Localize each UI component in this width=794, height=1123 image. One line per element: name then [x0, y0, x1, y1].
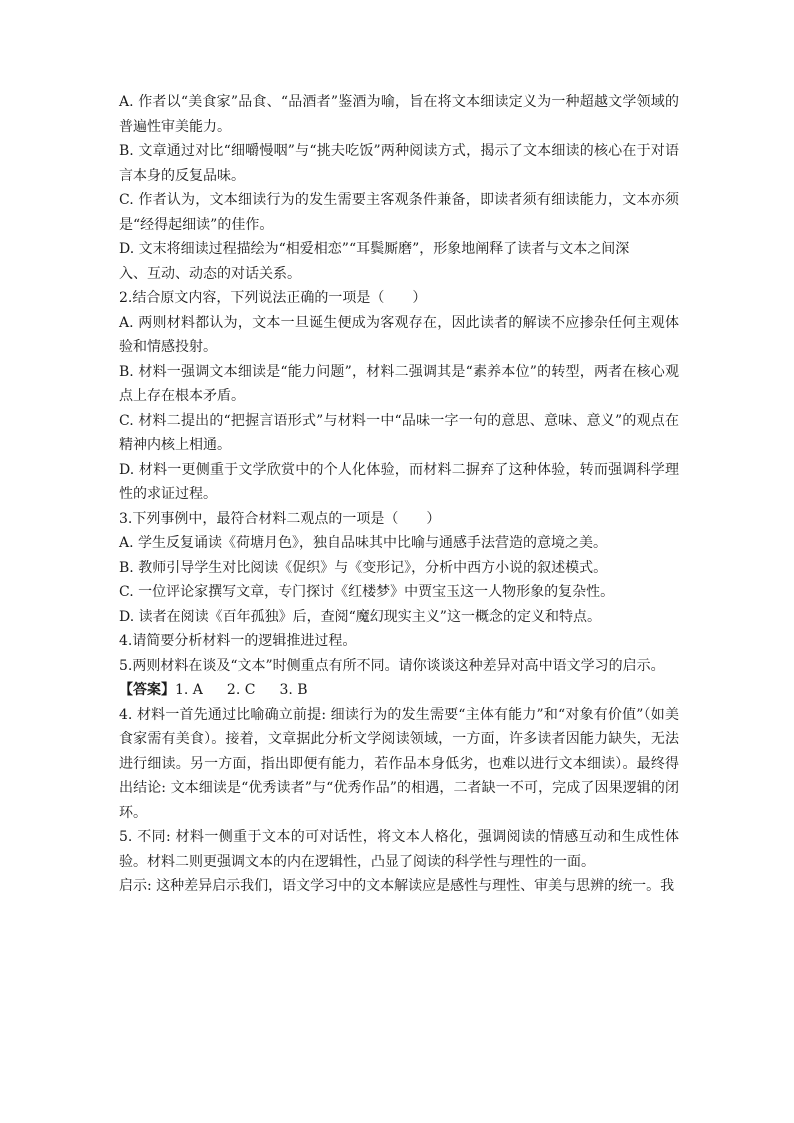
q3-option-b: B. 教师引导学生对比阅读《促织》与《变形记》，分析中西方小说的叙述模式。: [119, 559, 608, 576]
q3-option-c: C. 一位评论家撰写文章，专门探讨《红楼梦》中贾宝玉这一人物形象的复杂性。: [119, 584, 615, 600]
q2-option-a: A. 两则材料都认为，文本一旦诞生便成为客观存在，因此读者的解读不应掺杂任何主观体验和情感投射。: [119, 314, 679, 355]
answer-line: [119, 678, 679, 703]
q2-stem: 2.结合原文内容，下列说法正确的一项是（ ）: [119, 290, 427, 306]
q2-option-b: B. 材料一强调文本细读是“能力问题”，材料二强调其是“素养本位”的转型，两者在核心观点上存在根本矛盾。: [119, 363, 679, 404]
q1-option-b: B. 文章通过对比“细嚼慢咽”与“挑夫吃饭”两种阅读方式，揭示了文本细读的核心在于对语言本身的反复品味。: [119, 143, 679, 184]
document-body: [119, 90, 679, 899]
q1-option-d-line2: 入、互动、动态的对话关系。: [119, 265, 301, 282]
q2-option-d: D. 材料一更侧重于文学欣赏中的个人化体验，而材料二摒弃了这种体验，转而强调科学理性的求证过程。: [119, 461, 679, 502]
q1-option-a: A. 作者以“美食家”品食、“品酒者”鉴酒为喻，旨在将文本细读定义为一种超越文学领域的普遍性审美能力。: [119, 94, 679, 135]
answer-3: 3. B: [279, 682, 308, 698]
answer-2: 2. C: [226, 682, 256, 698]
q4-stem: 4.请简要分析材料一的逻辑推进过程。: [119, 633, 357, 649]
answer-5-paragraph: 5. 不同: 材料一侧重于文本的可对话性，将文本人格化，强调阅读的情感互动和生成性体验。材料二则更强调文本的内在逻辑性，凸显了阅读的科学性与理性的一面。: [119, 829, 679, 870]
q5-stem: 5.两则材料在谈及“文本”时侧重点有所不同。请你谈谈这种差异对高中语文学习的启示。: [119, 657, 665, 674]
answer-5-inspiration: 启示: 这种差异启示我们，语文学习中的文本解读应是感性与理性、审美与思辨的统一。我: [119, 878, 675, 894]
answer-tag: 【答案】: [119, 682, 175, 698]
q3-option-d: D. 读者在阅读《百年孤独》后，查阅“魔幻现实主义”这一概念的定义和特点。: [119, 608, 601, 625]
q3-stem: 3.下列事例中，最符合材料二观点的一项是（ ）: [119, 510, 441, 527]
q3-option-a: A. 学生反复诵读《荷塘月色》，独自品味其中比喻与通感手法营造的意境之美。: [119, 535, 608, 551]
q1-option-c: C. 作者认为，文本细读行为的发生需要主客观条件兼备，即读者须有细读能力，文本亦须是“经得起细读”的佳作。: [119, 192, 679, 233]
answer-1: 1. A: [175, 682, 203, 698]
q1-option-d-line1: D. 文末将细读过程描绘为“相爱相恋”“耳鬓厮磨”，形象地阐释了读者与文本之间深: [119, 241, 630, 257]
answer-4-paragraph: 4. 材料一首先通过比喻确立前提: 细读行为的发生需要“主体有能力”和“对象有价值”（如美食家需有美食）。接着，文章据此分析文学阅读领域，一方面，许多读者因能力缺失，无法进行细读。另一方面，指出即便有能力，若作品本身低劣，也难以进行文本细读）。最终得出结论: 文本细读是“优秀读者”与“优秀作品”的相遇，二者缺一不可，完成了因果逻辑的闭环。: [119, 706, 679, 821]
q2-option-c: C. 材料二提出的“把握言语形式”与材料一中“品味一字一句的意思、意味、意义”的观点在精神内核上相通。: [119, 412, 679, 453]
